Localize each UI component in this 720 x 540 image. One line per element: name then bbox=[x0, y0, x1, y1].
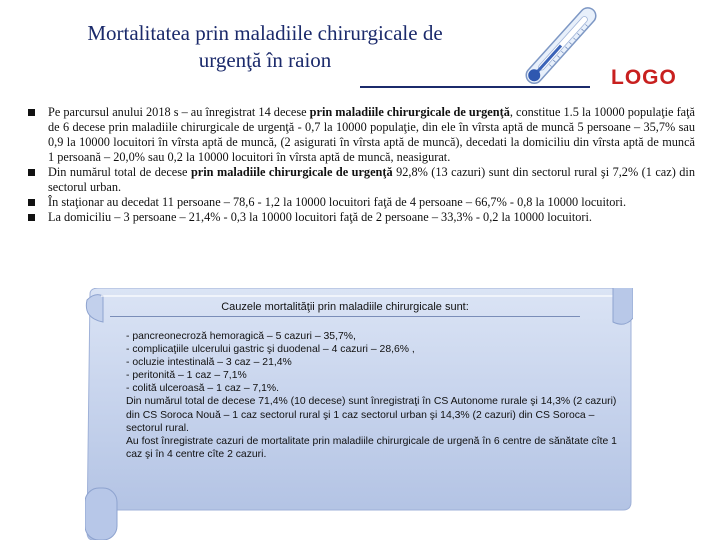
logo: LOGO bbox=[611, 66, 677, 89]
slide-title-line-1: Mortalitatea prin maladiile chirurgicale de bbox=[87, 21, 443, 45]
slide-title-line-2: urgenţă în raion bbox=[198, 48, 332, 72]
bullet-list bbox=[27, 105, 695, 225]
panel-title-underline bbox=[110, 316, 580, 317]
bullet-item: La domiciliu – 3 persoane – 21,4% - 0,3 la 10000 locuitori faţă de 2 persoane – 33,3% - 0,2 la 10000 locuitori. bbox=[27, 210, 695, 225]
cause-line: - ocluzie intestinală – 3 caz – 21,4% bbox=[126, 357, 292, 369]
bullet-marker-icon bbox=[28, 109, 35, 116]
summary-paragraph: Din numărul total de decese 71,4% (10 decese) sunt înregistraţi în CS Autonome rurale şi 14,3% (2 cazuri) din CS Soroca Nouă – 1 caz sectorul rural şi 1 caz sectorul urban şi 14,3% (2 cazuri) din CS Soroca – sectorul rural. bbox=[126, 396, 620, 434]
summary-paragraph: Au fost înregistrate cazuri de mortalitate prin maladiile chirurgicale de urgenă în 6 centre de sănătate cîte 1 caz şi în 4 centre cîte 2 cazuri. bbox=[126, 435, 620, 460]
cause-line: - peritonită – 1 caz – 7,1% bbox=[126, 370, 247, 382]
thermometer-icon bbox=[512, 4, 602, 96]
bullet-item: În staţionar au decedat 11 persoane – 78,6 - 1,2 la 10000 locuitori faţă de 4 persoane – 66,7% - 0,8 la 10000 locuitori. bbox=[27, 195, 695, 210]
bullet-item: Din numărul total de decese prin maladiile chirurgicale de urgenţă 92,8% (13 cazuri) sunt din sectorul rural şi 7,2% (1 caz) din sectorul urban. bbox=[27, 165, 695, 195]
bullet-marker-icon bbox=[28, 199, 35, 206]
bullet-marker-icon bbox=[28, 214, 35, 221]
bullet-item: Pe parcursul anului 2018 s – au înregistrat 14 decese prin maladiile chirurgicale de urgenţă, constitue 1.5 la 10000 populaţie faţă de 6 decese prin maladiile chirurgicale de urgenţă - 0,7 la 10000 populaţie, din ele în vîrsta aptă de muncă 5 persoane – 35,7% sau 0,9 la 10000 locuitori în vîrsta aptă de muncă, (2 asigurati în vîrsta aptă de muncă), decedati la domiciliu din vîrsta aptă de muncă 1 persoană – 20,0% sau 0,2 la 10000 locuitori în vîrsta aptă de muncă, neasigurat. bbox=[27, 105, 695, 165]
bullet-marker-icon bbox=[28, 169, 35, 176]
cause-line: - colită ulceroasă – 1 caz – 7,1%. bbox=[126, 383, 280, 395]
cause-line: - pancreonecroză hemoragică – 5 cazuri – 35,7%, bbox=[126, 331, 356, 342]
cause-line: - complicaţiile ulcerului gastric şi duodenal – 4 cazuri – 28,6% , bbox=[126, 344, 415, 356]
panel-title: Cauzele mortalităţii prin maladiile chirurgicale sunt: bbox=[221, 301, 469, 313]
slide-title bbox=[30, 20, 500, 74]
panel-body bbox=[126, 330, 621, 461]
